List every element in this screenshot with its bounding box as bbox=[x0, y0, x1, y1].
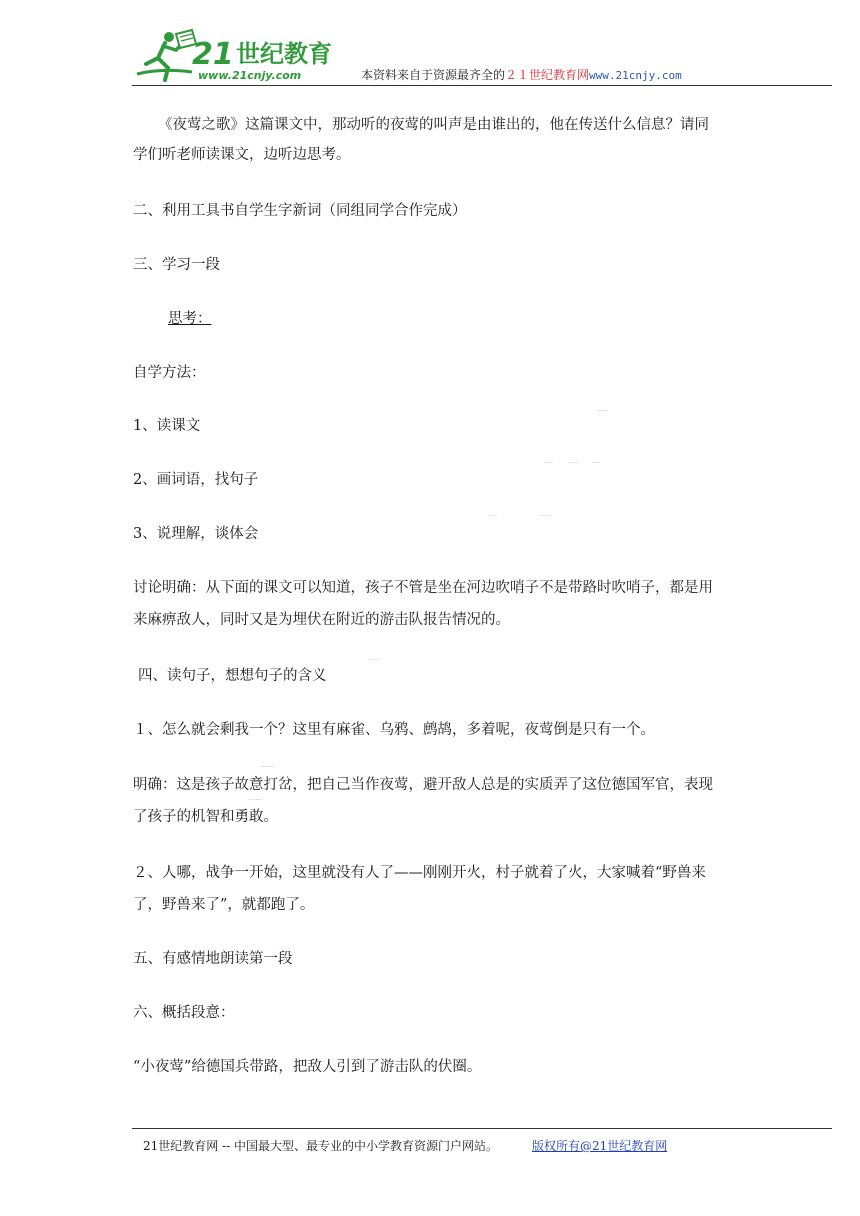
paragraph: 明确：这是孩子故意打岔，把自己当作夜莺，避开敌人总是的实质弄了这位德国军官，表现 bbox=[133, 777, 713, 793]
paragraph: 了，野兽来了”，就都跑了。 bbox=[133, 897, 315, 913]
paragraph: 《夜莺之歌》这篇课文中，那动听的夜莺的叫声是由谁出的，他在传送什么信息？请同 bbox=[158, 117, 709, 133]
logo-number: 21 bbox=[192, 37, 234, 72]
paragraph: 讨论明确：从下面的课文可以知道，孩子不管是坐在河边吹哨子不是带路时吹哨子，都是用 bbox=[133, 580, 713, 596]
footer-divider bbox=[132, 1128, 832, 1129]
list-item: 1、读课文 bbox=[133, 418, 201, 434]
page-header bbox=[132, 28, 832, 88]
header-source-url[interactable]: www.21cnjy.com bbox=[589, 69, 682, 82]
paragraph: 来麻痹敌人，同时又是为埋伏在附近的游击队报告情况的。 bbox=[133, 612, 510, 628]
header-source-line bbox=[361, 66, 682, 83]
paragraph: １、怎么就会剩我一个？这里有麻雀、乌鸦、鹧鸪，多着呢，夜莺倒是只有一个。 bbox=[133, 722, 655, 738]
header-source-prefix: 本资料来自于资源最齐全的 bbox=[361, 68, 506, 82]
site-logo bbox=[132, 28, 352, 84]
section-heading: 六、概括段意： bbox=[133, 1005, 235, 1021]
header-divider bbox=[132, 85, 832, 86]
logo-text: 世纪教育 bbox=[236, 40, 332, 68]
page-footer bbox=[143, 1137, 667, 1154]
scan-speck bbox=[597, 410, 607, 411]
list-item: 3、说理解，谈体会 bbox=[133, 526, 259, 542]
paragraph: 了孩子的机智和勇敢。 bbox=[133, 809, 278, 825]
copyright-link[interactable]: 版权所有@21世纪教育网 bbox=[532, 1139, 668, 1153]
paragraph: ２、人哪，战争一开始，这里就没有人了——刚刚开火，村子就着了火，大家喊着“野兽来 bbox=[133, 865, 706, 881]
scan-speck bbox=[248, 799, 262, 800]
scan-speck bbox=[260, 766, 274, 767]
scan-speck bbox=[570, 462, 578, 463]
scan-speck bbox=[539, 515, 551, 516]
scan-speck bbox=[545, 462, 553, 463]
scan-speck bbox=[369, 659, 379, 660]
section-heading: 五、有感情地朗读第一段 bbox=[133, 951, 293, 967]
header-source-brand: ２１世纪教育网 bbox=[505, 68, 590, 82]
paragraph: 学们听老师读课文，边听边思考。 bbox=[133, 147, 351, 163]
section-heading: 四、读句子，想想句子的含义 bbox=[138, 668, 327, 684]
runner-icon bbox=[137, 30, 196, 80]
paragraph: 自学方法： bbox=[133, 365, 206, 381]
paragraph: “小夜莺”给德国兵带路，把敌人引到了游击队的伏圈。 bbox=[133, 1059, 482, 1075]
scan-speck bbox=[592, 462, 600, 463]
footer-text: 21世纪教育网 -- 中国最大型、最专业的中小学教育资源门户网站。 bbox=[143, 1139, 499, 1153]
think-label: 思考： bbox=[168, 311, 212, 327]
section-heading: 二、利用工具书自学生字新词（同组同学合作完成） bbox=[133, 203, 467, 219]
logo-url: www.21cnjy.com bbox=[198, 69, 302, 82]
section-heading: 三、学习一段 bbox=[133, 257, 220, 273]
list-item: 2、画词语，找句子 bbox=[133, 472, 259, 488]
scan-speck bbox=[489, 515, 497, 516]
